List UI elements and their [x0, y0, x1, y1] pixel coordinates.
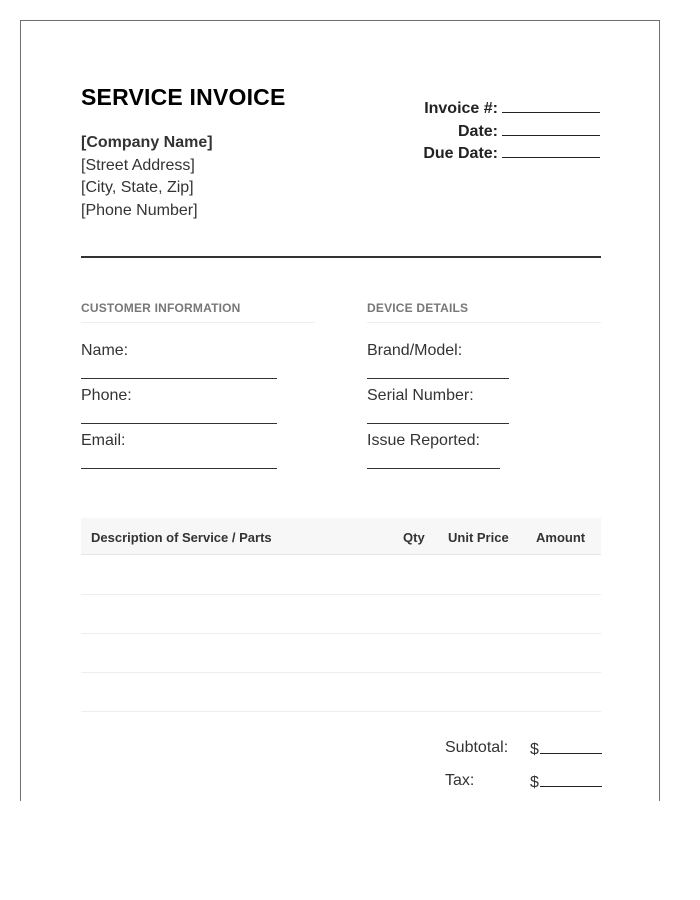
customer-email-field[interactable]: [81, 468, 277, 469]
tax-value: [530, 772, 602, 792]
invoice-date-field[interactable]: [502, 121, 600, 136]
subtotal-label: Subtotal:: [445, 739, 509, 756]
table-row[interactable]: [81, 672, 601, 673]
company-block: [81, 132, 213, 222]
due-date-row: [423, 143, 600, 166]
device-brand-field[interactable]: [367, 378, 509, 379]
device-brand-label: Brand/Model:: [367, 342, 463, 359]
due-date-label: Due Date:: [423, 145, 498, 162]
subtotal-field[interactable]: [540, 739, 602, 754]
device-section-divider: [367, 322, 601, 323]
customer-phone-label: Phone:: [81, 387, 132, 404]
table-row[interactable]: [81, 633, 601, 634]
customer-name-label: Name:: [81, 342, 129, 359]
device-issue-field[interactable]: [367, 468, 500, 469]
column-header-qty: Qty: [403, 530, 425, 545]
customer-phone-field[interactable]: [81, 423, 277, 424]
header-divider: [81, 256, 601, 258]
invoice-title: SERVICE INVOICE: [81, 84, 286, 110]
customer-section-divider: [81, 322, 315, 323]
company-name: [Company Name]: [81, 134, 213, 151]
tax-label: Tax:: [445, 772, 475, 789]
invoice-number-label: Invoice #:: [424, 100, 498, 117]
due-date-field[interactable]: [502, 143, 600, 158]
customer-name-field[interactable]: [81, 378, 277, 379]
invoice-date-row: [423, 121, 600, 144]
column-header-unit-price: Unit Price: [448, 530, 509, 545]
tax-currency: $: [530, 774, 539, 791]
device-serial-label: Serial Number:: [367, 387, 474, 404]
invoice-number-field[interactable]: [502, 98, 600, 113]
device-serial-field[interactable]: [367, 423, 509, 424]
invoice-meta: [423, 98, 600, 166]
invoice-page: [20, 20, 660, 801]
invoice-date-label: Date:: [457, 122, 498, 140]
invoice-number-row: [423, 98, 600, 121]
tax-field[interactable]: [540, 772, 602, 787]
subtotal-currency: $: [530, 741, 539, 758]
table-row[interactable]: [81, 594, 601, 595]
company-city: [City, State, Zip]: [81, 179, 194, 196]
company-street: [Street Address]: [81, 156, 195, 174]
column-header-amount: Amount: [536, 530, 586, 545]
customer-email-label: Email:: [81, 432, 126, 449]
device-section-heading: DEVICE DETAILS: [367, 301, 469, 315]
subtotal-value: [530, 739, 602, 759]
table-row[interactable]: [81, 711, 601, 712]
company-phone: [Phone Number]: [81, 201, 198, 219]
device-issue-label: Issue Reported:: [367, 432, 480, 449]
customer-section-heading: CUSTOMER INFORMATION: [81, 301, 241, 315]
column-header-description: Description of Service / Parts: [91, 530, 272, 545]
